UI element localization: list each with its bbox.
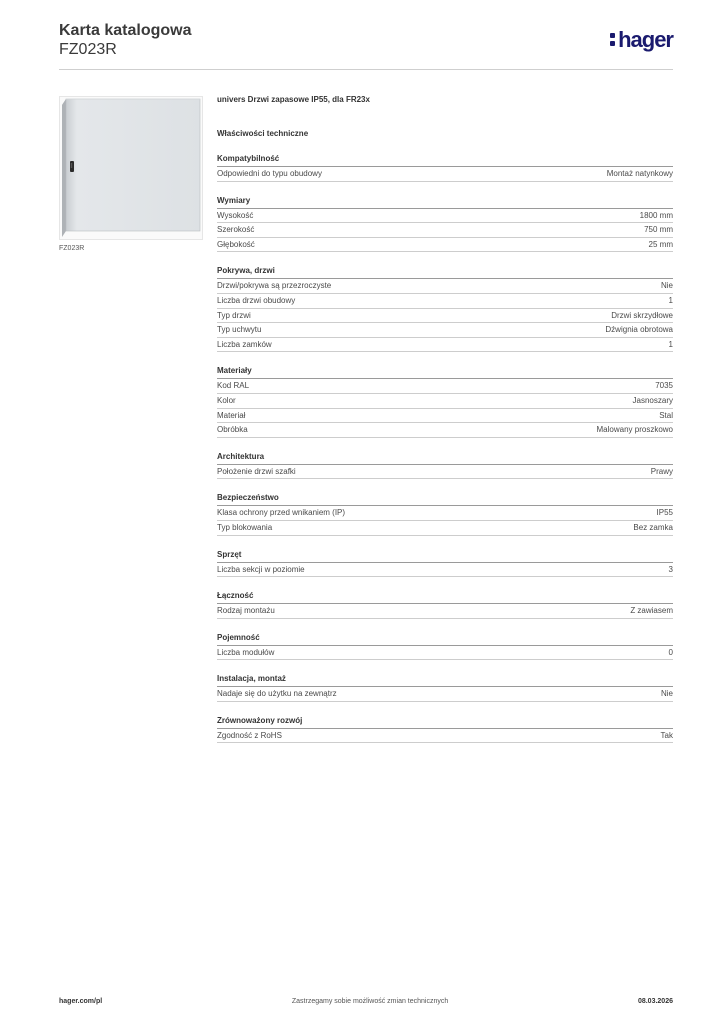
property-value: 0 — [668, 647, 673, 657]
property-value: 7035 — [655, 381, 673, 391]
section-title: Materiały — [217, 366, 673, 379]
property-value: Malowany proszkowo — [596, 425, 673, 435]
property-label: Obróbka — [217, 425, 248, 435]
property-section — [217, 196, 673, 253]
property-label: Liczba zamków — [217, 339, 272, 349]
property-value: Jasnoszary — [632, 395, 673, 405]
property-label: Liczba modułów — [217, 647, 275, 657]
property-label: Typ uchwytu — [217, 325, 262, 335]
property-label: Liczba drzwi obudowy — [217, 295, 296, 305]
property-label: Klasa ochrony przed wnikaniem (IP) — [217, 508, 346, 518]
section-title: Instalacja, montaż — [217, 674, 673, 687]
property-row — [217, 209, 673, 224]
property-section — [217, 493, 673, 535]
property-row — [217, 409, 673, 424]
property-label: Liczba sekcji w poziomie — [217, 564, 305, 574]
section-title: Pojemność — [217, 633, 673, 646]
property-row — [217, 563, 673, 578]
property-row — [217, 309, 673, 324]
property-label: Wysokość — [217, 210, 254, 220]
property-label: Drzwi/pokrywa są przezroczyste — [217, 281, 332, 291]
footer-date: 08.03.2026 — [637, 998, 673, 1005]
property-label: Szerokość — [217, 225, 255, 235]
property-value: Drzwi skrzydłowe — [611, 310, 673, 320]
property-section — [217, 716, 673, 744]
property-row — [217, 323, 673, 338]
property-value: Dźwignia obrotowa — [605, 325, 673, 335]
property-section — [217, 550, 673, 578]
property-label: Odpowiedni do typu obudowy — [217, 169, 322, 178]
property-row — [217, 506, 673, 521]
footer-notice: Zastrzegamy sobie możliwość zmian technicznych — [291, 998, 449, 1005]
property-row — [217, 279, 673, 294]
property-row — [217, 521, 673, 536]
property-value: 1 — [668, 295, 673, 305]
property-section — [217, 591, 673, 619]
property-label: Kolor — [217, 395, 236, 405]
property-row — [217, 604, 673, 619]
property-label: Materiał — [217, 410, 246, 420]
product-code: FZ023R — [59, 41, 117, 58]
section-title: Łączność — [217, 591, 673, 604]
property-row — [217, 238, 673, 253]
property-value: Stal — [659, 410, 673, 420]
property-row — [217, 646, 673, 661]
property-section — [217, 266, 673, 352]
property-section — [217, 633, 673, 661]
property-section — [217, 674, 673, 702]
product-image — [59, 96, 203, 240]
property-label: Nadaje się do użytku na zewnątrz — [217, 689, 337, 699]
property-value: 25 mm — [648, 239, 673, 249]
page-footer — [59, 998, 673, 1005]
property-value: 1 — [668, 339, 673, 349]
property-section — [217, 452, 673, 480]
property-value: Montaż natynkowy — [606, 169, 673, 178]
section-title: Wymiary — [217, 196, 673, 209]
section-title: Kompatybilność — [217, 154, 673, 167]
logo-text: hager — [618, 27, 673, 52]
property-value: Nie — [660, 689, 673, 699]
section-title: Bezpieczeństwo — [217, 493, 673, 506]
property-value: Nie — [660, 281, 673, 291]
footer-website: hager.com/pl — [59, 998, 103, 1005]
property-value: 1800 mm — [639, 210, 673, 220]
property-row — [217, 394, 673, 409]
property-section — [217, 366, 673, 437]
property-section — [217, 154, 673, 182]
section-title: Sprzęt — [217, 550, 673, 563]
property-row — [217, 338, 673, 353]
property-value: Z zawiasem — [630, 606, 673, 616]
property-row — [217, 687, 673, 702]
property-label: Głębokość — [217, 239, 255, 249]
property-row — [217, 465, 673, 480]
property-label: Kod RAL — [217, 381, 250, 391]
property-label: Typ drzwi — [217, 310, 251, 320]
document-title: Karta katalogowa — [59, 22, 192, 39]
property-row — [217, 294, 673, 309]
property-row — [217, 167, 673, 182]
properties-list — [217, 154, 673, 743]
property-value: Tak — [660, 730, 673, 740]
property-row — [217, 379, 673, 394]
property-value: Bez zamka — [633, 522, 673, 532]
property-row — [217, 223, 673, 238]
property-value: Prawy — [650, 466, 673, 476]
property-label: Typ blokowania — [217, 522, 273, 532]
property-value: 3 — [668, 564, 673, 574]
hager-logo — [610, 29, 673, 51]
cabinet-door-icon — [60, 97, 202, 239]
section-title: Architektura — [217, 452, 673, 465]
page-header — [59, 22, 673, 70]
property-value: IP55 — [656, 508, 673, 518]
property-label: Położenie drzwi szafki — [217, 466, 296, 476]
property-row — [217, 423, 673, 438]
product-content — [217, 95, 673, 757]
logo-colon-icon — [610, 33, 616, 49]
image-caption: FZ023R — [59, 245, 85, 252]
property-row — [217, 729, 673, 744]
property-label: Zgodność z RoHS — [217, 730, 282, 740]
property-label: Rodzaj montażu — [217, 606, 275, 616]
section-title: Zrównoważony rozwój — [217, 716, 673, 729]
section-title: Pokrywa, drzwi — [217, 266, 673, 279]
properties-heading: Właściwości techniczne — [217, 129, 309, 138]
product-description: univers Drzwi zapasowe IP55, dla FR23x — [217, 95, 370, 104]
property-value: 750 mm — [644, 225, 673, 235]
